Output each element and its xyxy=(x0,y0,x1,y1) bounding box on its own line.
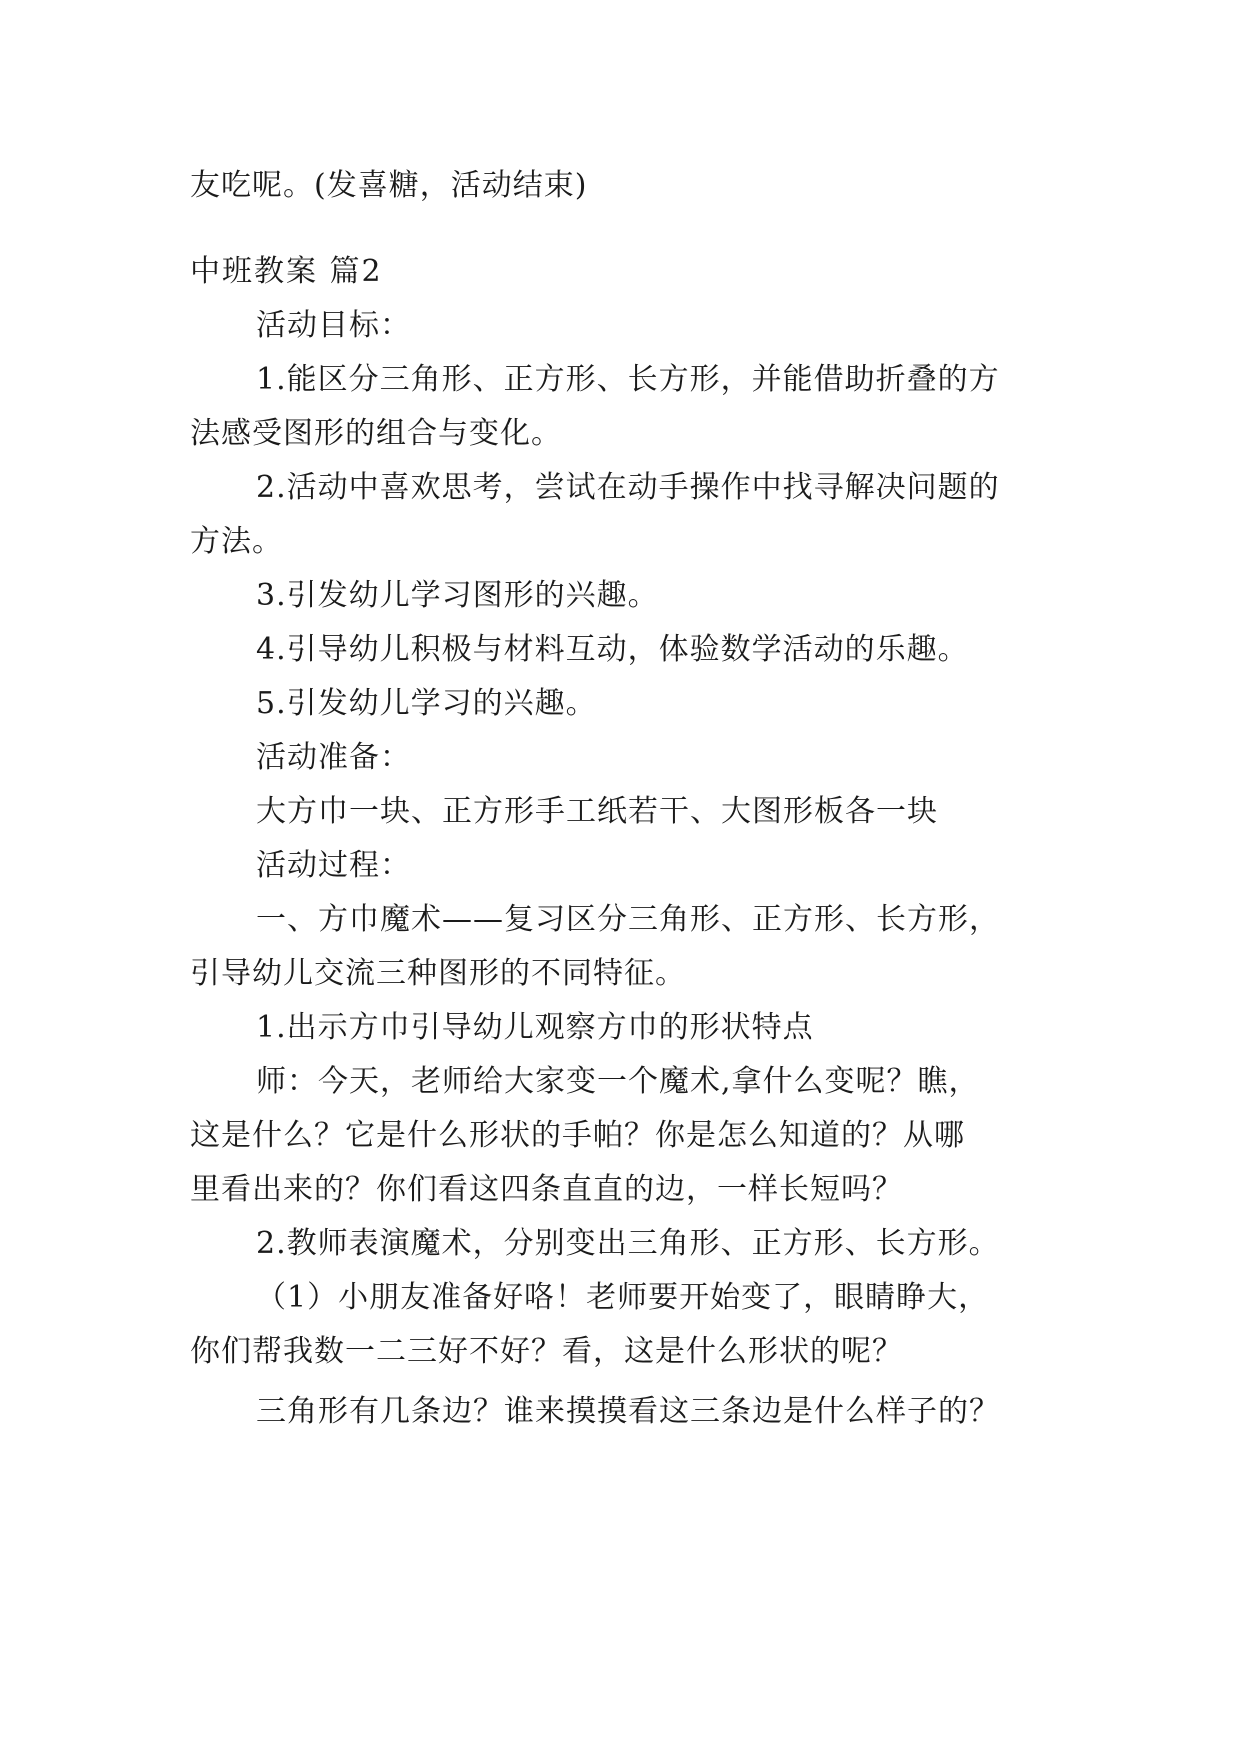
goal-2-line-2: 方法。 xyxy=(190,524,283,559)
substep-1: 1.出示方巾引导幼儿观察方巾的形状特点 xyxy=(256,1010,814,1045)
preparation-heading: 活动准备： xyxy=(256,740,411,775)
teacher-dialogue-line-3: 里看出来的？你们看这四条直直的边，一样长短吗？ xyxy=(190,1172,903,1207)
substep-2: 2.教师表演魔术，分别变出三角形、正方形、长方形。 xyxy=(256,1226,1000,1261)
step-1-line-1: 一、方巾魔术——复习区分三角形、正方形、长方形， xyxy=(256,902,1000,937)
goal-1-line-1: 1.能区分三角形、正方形、长方形，并能借助折叠的方 xyxy=(256,362,1000,397)
teacher-dialogue-line-1: 师：今天，老师给大家变一个魔术,拿什么变呢？瞧， xyxy=(256,1064,980,1099)
goal-2-line-1: 2.活动中喜欢思考，尝试在动手操作中找寻解决问题的 xyxy=(256,470,1000,505)
preparation-content: 大方巾一块、正方形手工纸若干、大图形板各一块 xyxy=(256,794,938,829)
process-heading: 活动过程： xyxy=(256,848,411,883)
goals-heading: 活动目标： xyxy=(256,308,411,343)
goal-4: 4.引导幼儿积极与材料互动，体验数学活动的乐趣。 xyxy=(256,632,969,667)
goal-1-line-2: 法感受图形的组合与变化。 xyxy=(190,416,562,451)
paragraph-continuation: 友吃呢。(发喜糖，活动结束) xyxy=(190,168,588,203)
triangle-question: 三角形有几条边？谁来摸摸看这三条边是什么样子的？ xyxy=(256,1394,1000,1429)
teacher-dialogue-line-2: 这是什么？它是什么形状的手帕？你是怎么知道的？从哪 xyxy=(190,1118,965,1153)
section-heading: 中班教案 篇2 xyxy=(190,254,383,289)
subsubstep-1-line-1: （1）小朋友准备好咯！老师要开始变了，眼睛睁大， xyxy=(256,1280,990,1315)
goal-5: 5.引发幼儿学习的兴趣。 xyxy=(256,686,597,721)
subsubstep-1-line-2: 你们帮我数一二三好不好？看，这是什么形状的呢？ xyxy=(190,1334,903,1369)
goal-3: 3.引发幼儿学习图形的兴趣。 xyxy=(256,578,659,613)
step-1-line-2: 引导幼儿交流三种图形的不同特征。 xyxy=(190,956,686,991)
